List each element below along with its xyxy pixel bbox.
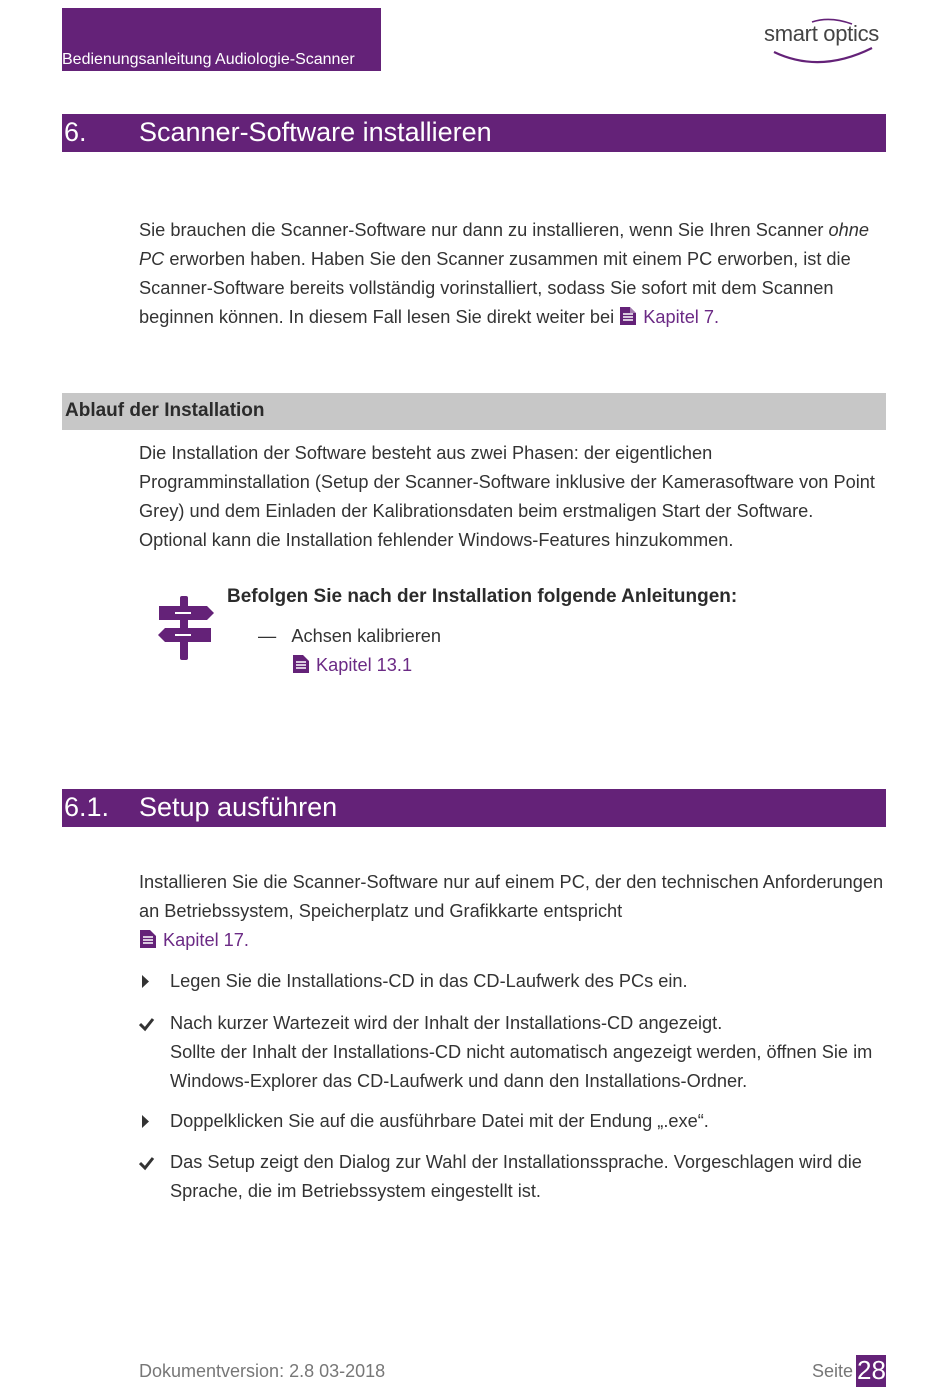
header-title-box	[62, 8, 381, 71]
section-number: 6.	[64, 117, 87, 147]
brand-logo	[760, 18, 890, 68]
section-title: Scanner-Software installieren	[139, 117, 492, 147]
step-text: Das Setup zeigt den Dialog zur Wahl der Installationssprache. Vorgeschlagen wird die Sprache, die im Betriebssystem eingestellt ist.	[170, 1152, 862, 1201]
logo-swoosh-icon	[760, 18, 890, 68]
page-label: Seite	[812, 1361, 854, 1381]
document-icon	[139, 929, 157, 949]
intro-italic: ohne PC	[139, 220, 869, 269]
link-kapitel-17[interactable]	[139, 930, 249, 950]
hint-list-item	[258, 622, 441, 651]
page-number-box	[856, 1355, 886, 1387]
hint-title: Befolgen Sie nach der Installation folgende Anleitungen:	[227, 586, 738, 607]
link-kapitel-7[interactable]	[619, 307, 719, 327]
document-version: Dokumentversion: 2.8 03-2018	[139, 1361, 386, 1381]
logo-text: smart optics	[764, 21, 879, 46]
list-dash: —	[258, 626, 277, 646]
link-period: .	[714, 307, 720, 327]
intro-text: Sie brauchen die Scanner-Software nur dann zu installieren, wenn Sie Ihren Scanner	[139, 220, 829, 240]
page-number: 28	[857, 1355, 886, 1385]
link-period: .	[243, 930, 249, 950]
section-heading	[62, 114, 886, 152]
link-text[interactable]: Kapitel 17	[163, 930, 244, 950]
ablauf-paragraph: Die Installation der Software besteht aus zwei Phasen: der eigentlichen Programminstallation (Setup der Scanner-Software inklusive der Kamerasoftware von Point Grey) und dem Einladen der Kalibrationsdaten beim erstmaligen Start der Software. Optional kann die Installation fehlender Windows-Features hinzukommen.	[139, 443, 875, 550]
result-text: Nach kurzer Wartezeit wird der Inhalt der Installations-CD angezeigt.	[170, 1013, 723, 1033]
hint-item-text: Achsen kalibrieren	[291, 626, 441, 646]
step-text	[170, 1009, 884, 1096]
triangle-right-icon	[139, 1107, 157, 1136]
setup-intro-text: Installieren Sie die Scanner-Software nur auf einem PC, der den technischen Anforderungen an Betriebssystem, Speicherplatz und Grafikkarte entspricht	[139, 872, 884, 921]
intro-paragraph	[139, 216, 884, 332]
link-kapitel-13-1[interactable]	[292, 651, 412, 680]
section-number: 6.1.	[64, 792, 110, 822]
checkmark-icon	[139, 1009, 157, 1038]
link-text[interactable]: Kapitel 7	[643, 307, 715, 327]
triangle-right-icon	[139, 967, 157, 996]
header-title: Bedienungsanleitung Audiologie-Scanner	[62, 51, 355, 68]
document-icon	[619, 306, 637, 326]
section-heading	[62, 789, 886, 827]
signpost-icon	[155, 596, 217, 662]
intro-text-cont: erworben haben. Haben Sie den Scanner zusammen mit einem PC erworben, ist die Scanner-Software bereits vollständig vorinstalliert, sodass Sie sofort mit dem Scannen beginnen können. In diesem Fall lesen Sie direkt weiter bei	[139, 249, 851, 327]
step-text: Legen Sie die Installations-CD in das CD-Laufwerk des PCs ein.	[170, 971, 688, 991]
subheading-bar	[62, 393, 886, 430]
result-text-cont: Sollte der Inhalt der Installations-CD nicht automatisch angezeigt werden, öffnen Sie im Windows-Explorer das CD-Laufwerk und dann den Installations-Ordner.	[170, 1042, 873, 1091]
document-icon	[292, 654, 310, 674]
link-text[interactable]: Kapitel 13.1	[316, 655, 413, 675]
checkmark-icon	[139, 1148, 157, 1177]
step-text: Doppelklicken Sie auf die ausführbare Datei mit der Endung „.exe“.	[170, 1111, 709, 1131]
setup-intro-paragraph	[139, 868, 884, 955]
section-title: Setup ausführen	[139, 792, 338, 822]
subheading-title: Ablauf der Installation	[65, 400, 265, 421]
